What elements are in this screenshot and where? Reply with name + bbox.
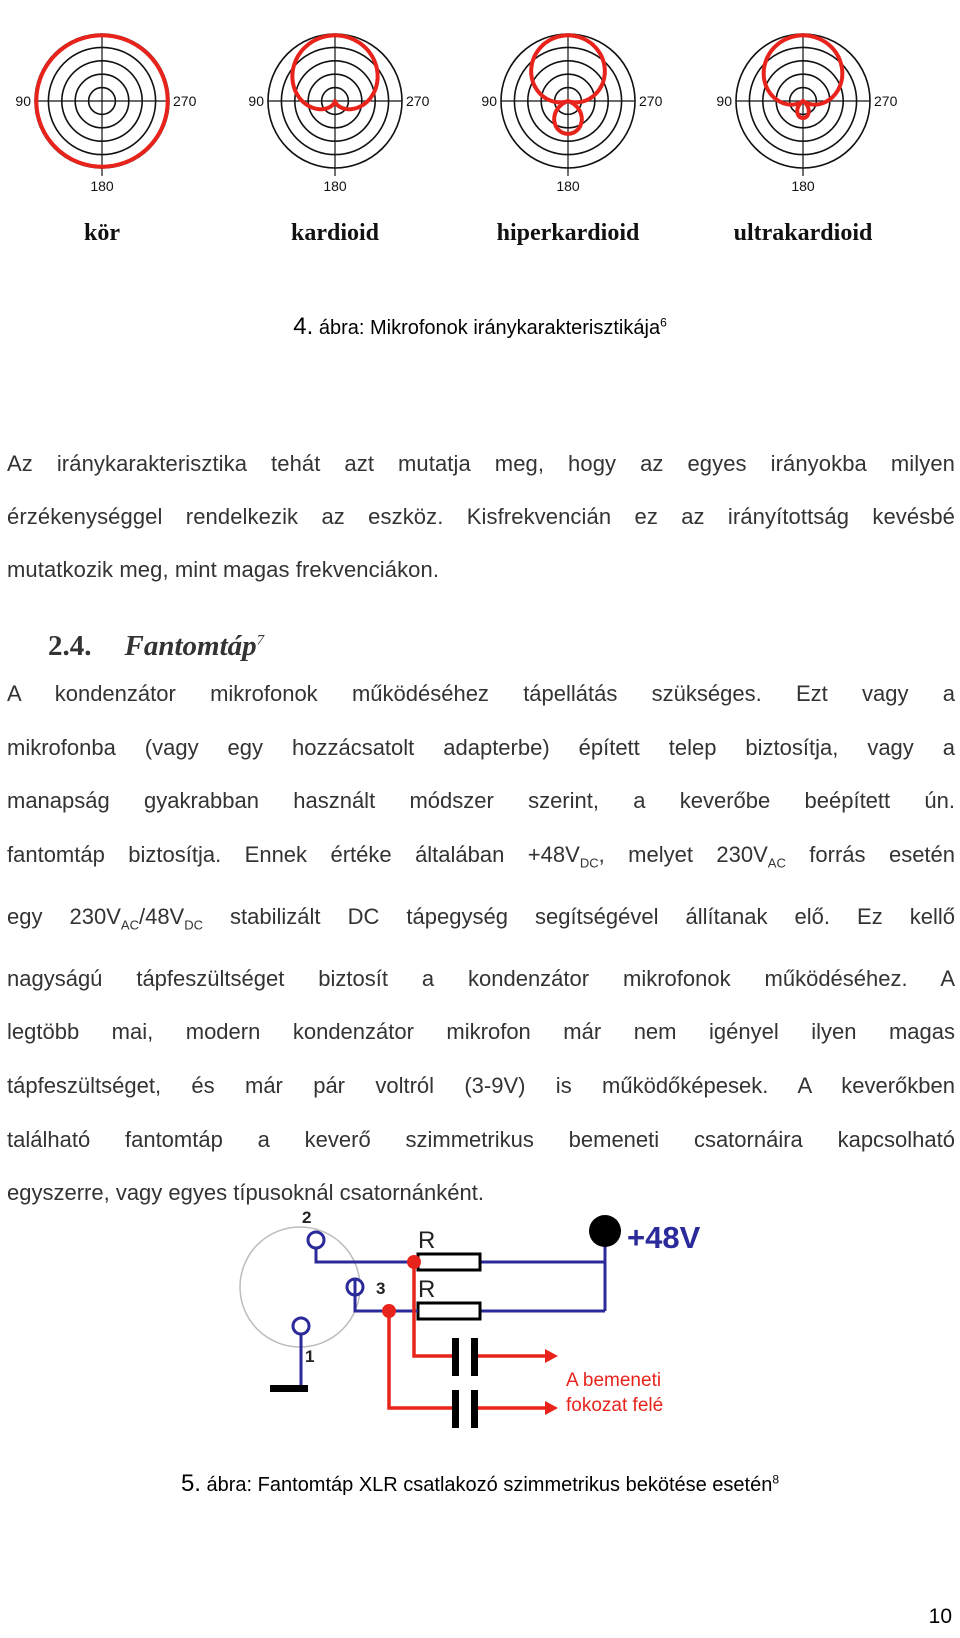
paragraph-phantom-power bbox=[7, 667, 955, 1220]
paragraph-line: mikrofonba (vagy egy hozzácsatolt adapterbe) épített telep biztosítja, vagy a bbox=[7, 734, 955, 760]
pattern-name: ultrakardioid bbox=[733, 220, 873, 246]
polar-pattern-figure bbox=[0, 0, 960, 270]
junction-pin-2 bbox=[407, 1255, 421, 1269]
paragraph-line: legtöbb mai, modern kondenzátor mikrofon már nem igényel ilyen magas bbox=[7, 1019, 955, 1045]
capacitor-top bbox=[452, 1338, 478, 1376]
red-wires bbox=[389, 1262, 545, 1408]
section-heading: 2.4. Fantomtáp$^7$ bbox=[48, 630, 265, 662]
paragraph-line: mutatkozik meg, mint magas frekvenciákon. bbox=[7, 557, 440, 582]
capacitor-bottom bbox=[452, 1390, 478, 1428]
phantom-power-circuit bbox=[230, 1210, 750, 1475]
angle-label-180: 180 bbox=[323, 178, 347, 194]
polar-pattern-2 bbox=[248, 34, 429, 246]
paragraph-line: fantomtáp biztosítja. Ennek értéke általában $+48V_{DC}$, melyet $230V_{AC}$ forrás esetén bbox=[7, 841, 956, 871]
angle-label-90: 90 bbox=[716, 93, 732, 109]
angle-label-180: 180 bbox=[791, 178, 815, 194]
page-number: 10 bbox=[928, 1605, 952, 1628]
polar-pattern-4 bbox=[716, 34, 897, 246]
angle-label-270: 270 bbox=[639, 93, 663, 109]
resistor-top-label: R bbox=[418, 1227, 436, 1254]
pattern-name: hiperkardioid bbox=[496, 220, 640, 246]
resistor-top bbox=[418, 1254, 480, 1270]
pattern-name: kör bbox=[84, 220, 120, 246]
angle-label-90: 90 bbox=[481, 93, 497, 109]
angle-label-270: 270 bbox=[406, 93, 430, 109]
polar-pattern-3 bbox=[481, 34, 662, 246]
resistor-bottom bbox=[418, 1303, 480, 1319]
figure-4-caption: 4. ábra: Mikrofonok iránykarakterisztikája$^6$ bbox=[293, 313, 667, 340]
paragraph-line: tápfeszültséget, és már pár voltról (3-9V) is működőképesek. A keverőkben bbox=[7, 1072, 955, 1098]
paragraph-line: nagyságú tápfeszültséget biztosít a kondenzátor mikrofonok működéséhez. A bbox=[7, 965, 955, 991]
polar-pattern-1 bbox=[15, 34, 196, 246]
paragraph-line: található fantomtáp a keverő szimmetrikus bemeneti csatornáira kapcsolható bbox=[7, 1126, 955, 1152]
angle-label-90: 90 bbox=[15, 93, 31, 109]
pin-2-label: 2 bbox=[302, 1210, 312, 1227]
input-label-line2: fokozat felé bbox=[566, 1395, 664, 1416]
pin-2 bbox=[308, 1232, 324, 1248]
ground-bar bbox=[270, 1385, 308, 1392]
input-label-line1: A bemeneti bbox=[566, 1370, 662, 1391]
angle-label-180: 180 bbox=[556, 178, 580, 194]
paragraph-line: manapság gyakrabban használt módszer szerint, a keverőbe beépített ún. bbox=[7, 788, 955, 814]
angle-label-180: 180 bbox=[90, 178, 114, 194]
section-title: Fantomtáp bbox=[124, 630, 257, 662]
junction-pin-3 bbox=[382, 1304, 396, 1318]
angle-label-270: 270 bbox=[874, 93, 898, 109]
paragraph-line: egyszerre, vagy egyes típusoknál csatornánként. bbox=[7, 1180, 484, 1206]
pattern-name: kardioid bbox=[290, 220, 380, 246]
angle-label-90: 90 bbox=[248, 93, 264, 109]
paragraph-line: egy $230V_{AC}/48V_{DC}$ stabilizált DC tápegység segítségével állítanak elő. Ez kellő bbox=[7, 903, 955, 933]
paragraph-line: érzékenységgel rendelkezik az eszköz. Kisfrekvencián ez az irányítottság kevésbé bbox=[7, 504, 955, 529]
paragraph-line: A kondenzátor mikrofonok működéséhez tápellátás szükséges. Ezt vagy a bbox=[7, 681, 955, 706]
pin-3-label: 3 bbox=[376, 1279, 386, 1298]
power-terminal bbox=[589, 1215, 621, 1247]
pin-1-label: 1 bbox=[305, 1347, 315, 1366]
paragraph-line: Az iránykarakterisztika tehát azt mutatja meg, hogy az egyes irányokba milyen bbox=[7, 451, 955, 476]
paragraph-directivity bbox=[7, 437, 955, 596]
voltage-label: +48V bbox=[627, 1220, 701, 1255]
angle-label-270: 270 bbox=[173, 93, 197, 109]
pin-1 bbox=[293, 1318, 309, 1334]
figure-5-caption: 5. ábra: Fantomtáp XLR csatlakozó szimmetrikus bekötése esetén$^8$ bbox=[180, 1470, 780, 1497]
resistor-bottom-label: R bbox=[418, 1276, 436, 1303]
